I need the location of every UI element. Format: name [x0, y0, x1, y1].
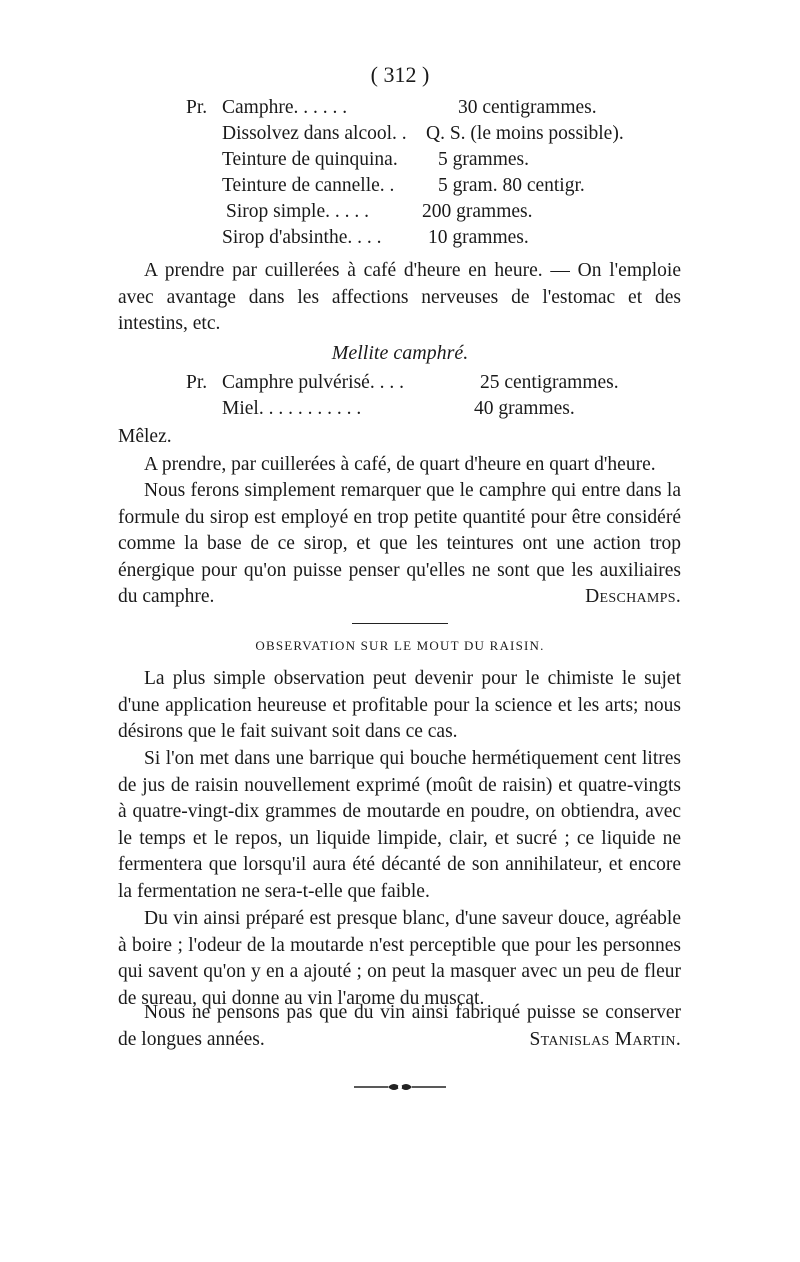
recipe-row: [186, 149, 656, 175]
ingredient-name: Teinture de cannelle. .: [222, 175, 395, 196]
ingredient-name: Sirop simple. . . . .: [226, 201, 370, 222]
section-divider: [352, 623, 448, 624]
ingredient-quantity: 5 grammes.: [438, 149, 529, 170]
recipe-row: [186, 97, 656, 123]
section-title: OBSERVATION SUR LE MOUT DU RAISIN.: [255, 638, 545, 653]
observation-text: Nous ne pensons pas que du vin ainsi fabriqué puisse se conserver de longues années.: [118, 1002, 681, 1050]
ingredient-quantity: 5 gram. 80 centigr.: [438, 175, 585, 196]
observation-paragraph-4: [118, 1000, 681, 1053]
recipe-row: [186, 227, 656, 253]
ingredient-name: Sirop d'absinthe. . . .: [222, 227, 382, 248]
recipe-label: Pr.: [186, 97, 208, 118]
ingredient-quantity: 30 centigrammes.: [458, 97, 597, 118]
ingredient-quantity: 40 grammes.: [474, 398, 575, 419]
recipe-label: Pr.: [186, 372, 208, 393]
ingredient-name: Camphre. . . . . .: [222, 97, 348, 118]
recipe-row: [186, 123, 656, 149]
observation-paragraph-2: Si l'on met dans une barrique qui bouche hermétiquement cent litres de jus de raisin nouvellement exprimé (moût de raisin) et quatre-vingts à quatre-vingt-dix grammes de moutarde en poudre, on obtiendra, avec le temps et le repos, un liquide limpide, clair, et sucré ; ce liquide ne fermentera que lorsqu'il aura été décanté de son annihilateur, et encore la fermentation ne sera-t-elle que faible.: [118, 748, 681, 902]
recipe-row: [186, 175, 656, 201]
ingredient-quantity: 200 grammes.: [422, 201, 533, 222]
recipe-row: [186, 372, 656, 398]
melez-line: Mêlez.: [118, 426, 172, 447]
author-signature: Deschamps.: [585, 586, 681, 608]
ingredient-quantity: 25 centigrammes.: [480, 372, 619, 393]
recipe-usage-paragraph: A prendre par cuillerées à café d'heure en heure. — On l'emploie avec avantage dans les affections nerveuses de l'estomac et des intestins, etc.: [118, 260, 681, 335]
ingredient-quantity: Q. S. (le moins possible).: [426, 123, 624, 144]
author-signature: Stanislas Martin.: [529, 1028, 681, 1050]
ingredient-name: Teinture de quinquina.: [222, 149, 398, 170]
page-number: ( 312 ): [370, 62, 430, 87]
observation-paragraph-3: Du vin ainsi préparé est presque blanc, d'une saveur douce, agréable à boire ; l'odeur de la moutarde n'est perceptible que pour les personnes qui savent qu'on y en a ajouté ; on peut la masquer avec un peu de fleur de sureau, qui donne au vin l'arome du muscat.: [118, 908, 681, 1009]
recipe-row: [186, 201, 656, 227]
recipe-row: [186, 398, 656, 424]
ingredient-name: Miel. . . . . . . . . . .: [222, 398, 362, 419]
ingredient-name: Camphre pulvérisé. . . .: [222, 372, 404, 393]
remark-paragraph: [118, 478, 681, 611]
observation-paragraph-1: La plus simple observation peut devenir pour le chimiste le sujet d'une application heureuse et profitable pour la science et les arts; nous désirons que le fait suivant soit dans ce cas.: [118, 668, 681, 743]
ingredient-name: Dissolvez dans alcool. .: [222, 123, 407, 144]
remark-text: Nous ferons simplement remarquer que le camphre qui entre dans la formule du sirop est employé en trop petite quantité pour être considéré comme la base de ce sirop, et que les teintures ont une action trop énergique pour qu'on puisse penser qu'elles ne sont que les auxiliaires du camphre.: [118, 480, 681, 608]
section-subtitle: Mellite camphré.: [331, 342, 469, 364]
recipe-usage-paragraph: A prendre, par cuillerées à café, de quart d'heure en quart d'heure.: [144, 454, 656, 475]
fleuron-ornament-icon: [352, 1080, 448, 1094]
ingredient-quantity: 10 grammes.: [428, 227, 529, 248]
